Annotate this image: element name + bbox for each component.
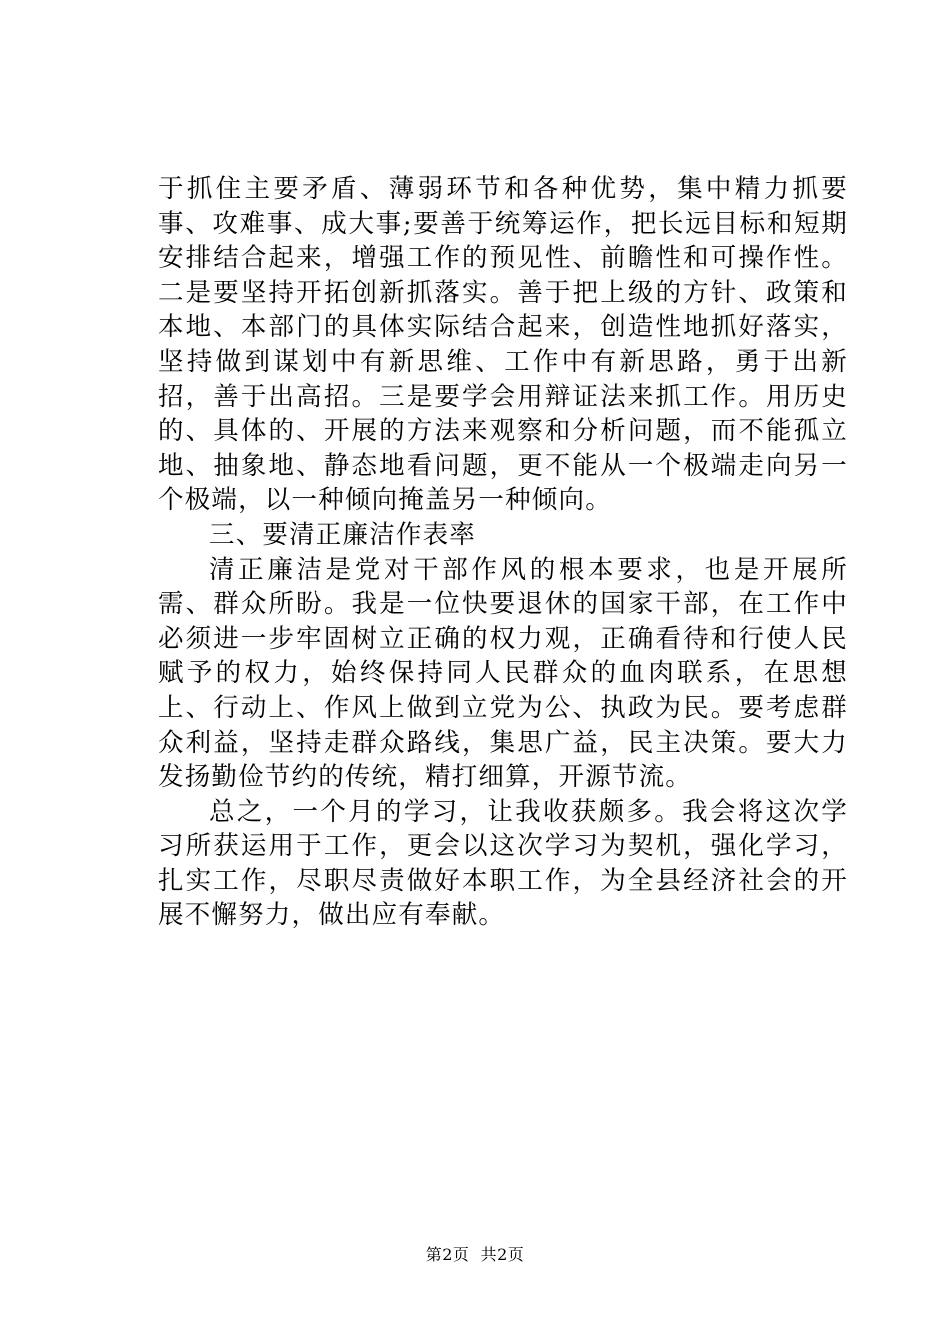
document-body: [158, 172, 848, 933]
page-number: 第2页 共2页: [425, 1245, 525, 1264]
body-paragraph: 于抓住主要矛盾、薄弱环节和各种优势，集中精力抓要事、攻难事、成大事;要善于统筹运作，把长远目标和短期安排结合起来，增强工作的预见性、前瞻性和可操作性。二是要坚持开拓创新抓落实。善于把上级的方针、政策和本地、本部门的具体实际结合起来，创造性地抓好落实，坚持做到谋划中有新思维、工作中有新思路，勇于出新招，善于出高招。三是要学会用辩证法来抓工作。用历史的、具体的、开展的方法来观察和分析问题，而不能孤立地、抽象地、静态地看问题，更不能从一个极端走向另一个极端，以一种倾向掩盖另一种倾向。: [158, 174, 848, 516]
page-footer: [0, 1245, 950, 1265]
body-paragraph: 总之，一个月的学习，让我收获颇多。我会将这次学习所获运用于工作，更会以这次学习为契机，强化学习，扎实工作，尽职尽责做好本职工作，为全县经济社会的开展不懈努力，做出应有奉献。: [158, 796, 848, 931]
body-paragraph: 清正廉洁是党对干部作风的根本要求，也是开展所需、群众所盼。我是一位快要退休的国家干部，在工作中必须进一步牢固树立正确的权力观，正确看待和行使人民赋予的权力，始终保持同人民群众的血肉联系，在思想上、行动上、作风上做到立党为公、执政为民。要考虑群众利益，坚持走群众路线，集思广益，民主决策。要大力发扬勤俭节约的传统，精打细算，开源节流。: [158, 554, 848, 793]
section-heading: 三、要清正廉洁作表率: [209, 519, 477, 550]
